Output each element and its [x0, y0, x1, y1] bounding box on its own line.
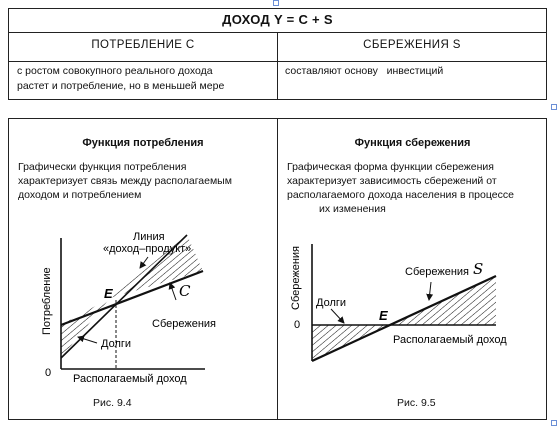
- fig2-title: Функция сбережения: [354, 137, 471, 149]
- table-title: ДОХОД Y = C + S: [222, 12, 333, 27]
- fig2-savings-label: Сбережения: [405, 266, 470, 278]
- fig2-caption: Рис. 9.5: [397, 397, 436, 409]
- fig2-debts-label: Долги: [316, 297, 347, 309]
- fig1-diagram: [61, 235, 205, 369]
- fig1-caption: Рис. 9.4: [93, 397, 132, 409]
- consumption-text-line2: растет и потребление, но в меньшей мере: [17, 80, 225, 92]
- fig2-desc-line4: их изменения: [319, 203, 386, 215]
- fig2-debts-pointer: [331, 309, 344, 323]
- savings-text: составляют основу инвестиций: [285, 65, 444, 77]
- fig1-curve-label: C: [179, 282, 191, 300]
- fig1-desc-line3: доходом и потреблением: [18, 189, 142, 201]
- fig1-line-pointer: [140, 257, 148, 268]
- fig1-debts-pointer: [78, 337, 97, 343]
- fig2-savings-pointer: [429, 282, 431, 300]
- fig1-savings-label: Сбережения: [152, 318, 217, 330]
- fig1-x-label: Располагаемый доход: [73, 373, 187, 385]
- fig2-desc-line2: характеризует зависимость сбережений от: [287, 175, 497, 187]
- consumption-header: ПОТРЕБЛЕНИЕ C: [91, 39, 195, 51]
- fig1-y-label: Потребление: [41, 267, 53, 335]
- consumption-text-line1: с ростом совокупного реального дохода: [17, 65, 213, 77]
- fig1-point-label: E: [104, 286, 113, 301]
- fig2-curve-label: S: [473, 260, 484, 278]
- fig1-line-label-2: «доход–продукт»: [103, 243, 192, 255]
- fig1-desc-line1: Графически функция потребления: [18, 161, 187, 173]
- fig1-savings-pointer: [170, 283, 176, 300]
- fig1-line-label-1: Линия: [133, 231, 165, 243]
- fig1-desc-line2: характеризует связь между располагаемым: [18, 175, 232, 187]
- fig2-x-label: Располагаемый доход: [393, 334, 507, 346]
- savings-header: СБЕРЕЖЕНИЯ S: [363, 39, 461, 51]
- fig2-point-label: E: [379, 308, 388, 323]
- fig2-desc-line1: Графическая форма функции сбережения: [287, 161, 494, 173]
- fig1-debts-label: Долги: [101, 338, 132, 350]
- fig1-origin: 0: [45, 367, 52, 379]
- fig2-desc-line3: располагаемого дохода населения в процессе: [287, 189, 514, 201]
- fig1-title: Функция потребления: [82, 137, 204, 149]
- fig2-y-label: Сбережения: [290, 245, 302, 310]
- fig2-origin: 0: [294, 319, 301, 331]
